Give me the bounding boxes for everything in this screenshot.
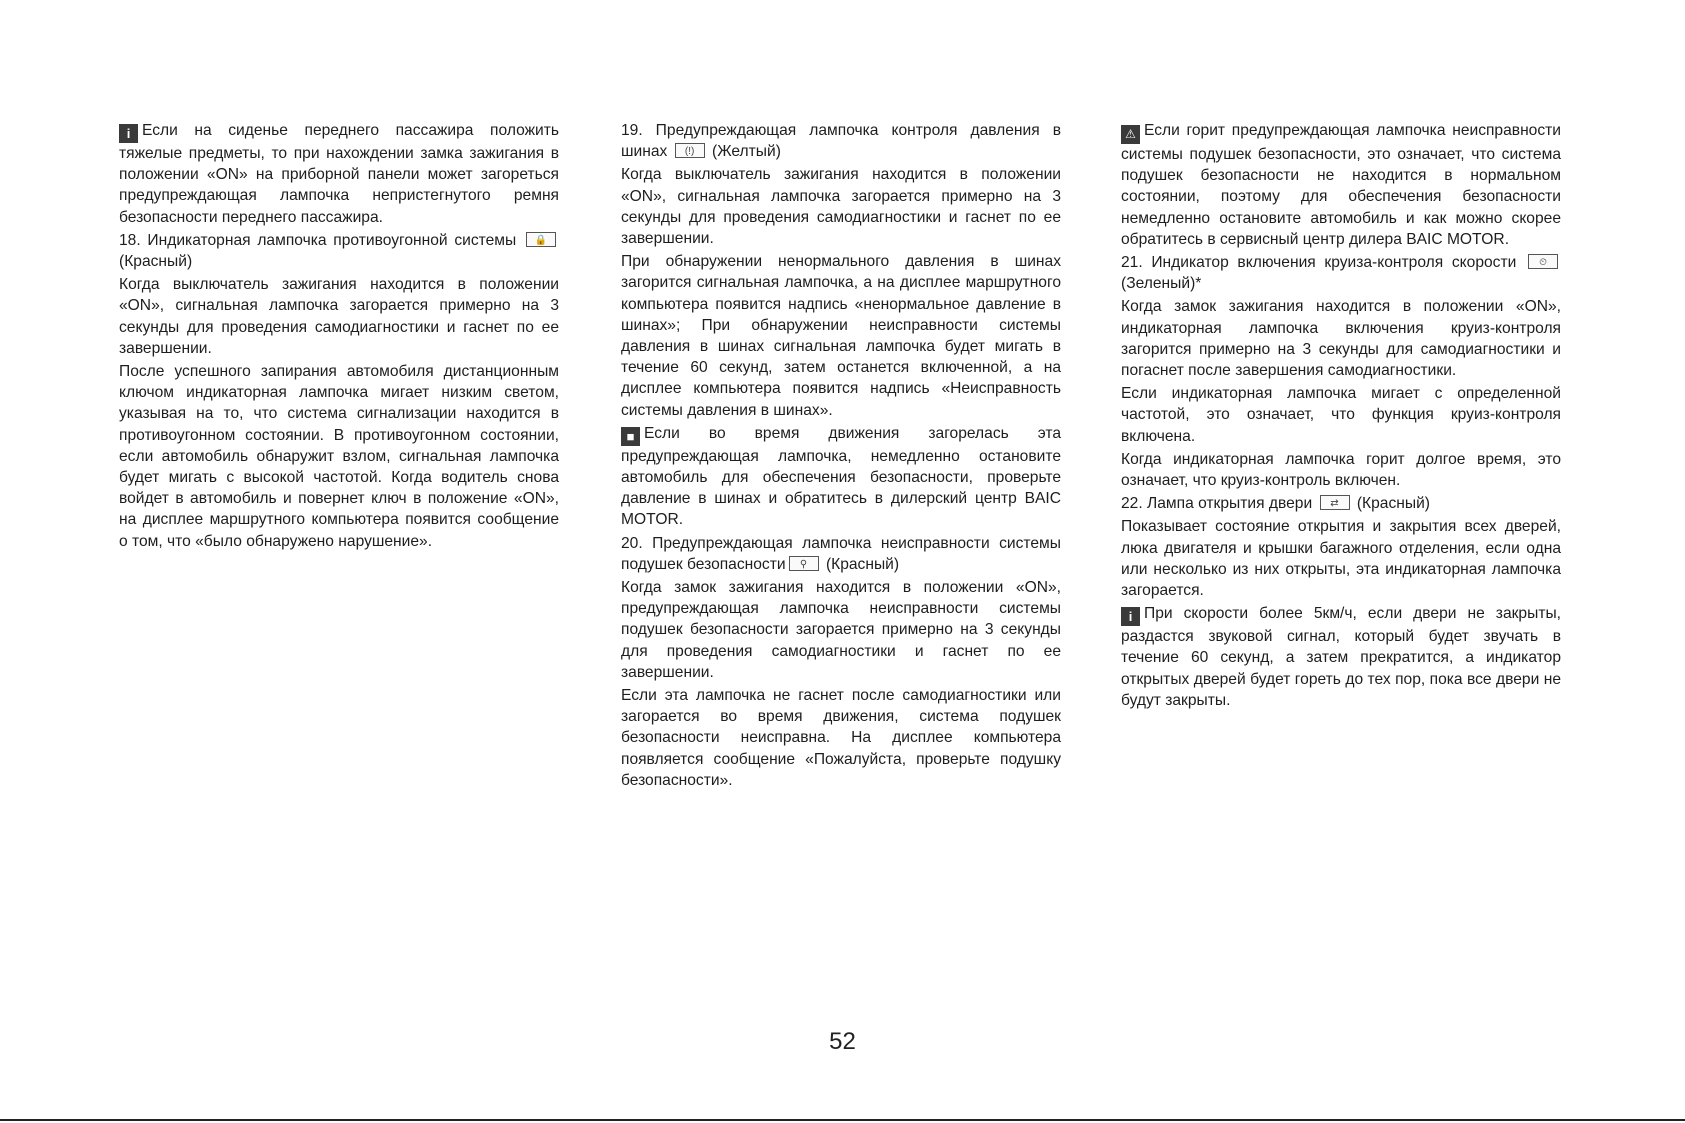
item-18-paragraph-2: После успешного запирания автомобиля дистанционным ключом индикаторная лампочка мигает низким светом, указывая на то, что система сигнализации находится в противоугонном состоянии. В противоугонном состоянии, если автомобиль обнаружит взлом, сигнальная лампочка будет мигать с высокой частотой. Когда водитель снова войдет в автомобиль и повернет ключ в положение «ON», на дисплее маршрутного компьютера появится сообщение о том, что «было обнаружено нарушение». — [119, 363, 559, 550]
info-note-icon: i — [1121, 607, 1140, 626]
item-22-title: 22. Лампа открытия двери — [1121, 495, 1313, 513]
item-21-paragraph-1: Когда замок зажигания находится в положении «ON», индикаторная лампочка включения круиз-контроля загорится примерно на 3 секунды для самодиагностики и погаснет после завершения самодиагностики. — [1121, 298, 1561, 380]
note-paragraph — [119, 120, 559, 228]
column-middle — [621, 120, 1061, 793]
stop-note-icon: ■ — [621, 427, 640, 446]
item-21-heading — [1121, 252, 1561, 294]
info-note-icon: i — [119, 124, 138, 143]
cruise-control-indicator-icon: ⏲ — [1528, 254, 1558, 269]
item-20-color: (Красный) — [825, 555, 900, 573]
item-18-title: 18. Индикаторная лампочка противоугонной системы — [119, 231, 517, 249]
item-18-heading — [119, 230, 559, 272]
warning-note-text: Если горит предупреждающая лампочка неисправности системы подушек безопасности, это означает, что система подушек безопасности не находится в нормальном состоянии, поэтому для обеспечения безопасности немедленно остановите автомобиль и как можно скорее обратитесь в сервисный центр дилера BAIC MOTOR. — [1121, 122, 1561, 248]
item-22-note — [1121, 603, 1561, 711]
item-20-paragraph-2: Если эта лампочка не гаснет после самодиагностики или загорается во время движения, система подушек безопасности неисправна. На дисплее компьютера появляется сообщение «Пожалуйста, проверьте подушку безопасности». — [621, 687, 1061, 789]
note-text: Если на сиденье переднего пассажира положить тяжелые предметы, то при нахождении замка зажигания в положении «ON» на приборной панели может загореться предупреждающая лампочка непристегнутого ремня безопасности переднего пассажира. — [119, 122, 559, 226]
item-19-title: 19. Предупреждающая лампочка контроля давления в шинах — [621, 122, 1061, 161]
item-19-note-text: Если во время движения загорелась эта предупреждающая лампочка, немедленно остановите автомобиль для обеспечения безопасности, проверьте давление в шинах и обратитесь в дилерский центр BAIC MOTOR. — [621, 424, 1061, 529]
door-open-indicator-icon: ⇄ — [1320, 495, 1350, 510]
page-number: 52 — [829, 1028, 856, 1055]
tire-pressure-indicator-icon: (!) — [675, 143, 705, 158]
item-20-heading — [621, 533, 1061, 575]
item-21-paragraph-2: Если индикаторная лампочка мигает с определенной частотой, это означает, что функция круиз-контроля включена. — [1121, 385, 1561, 445]
item-22-heading — [1121, 493, 1561, 514]
item-18-paragraph-1: Когда выключатель зажигания находится в положении «ON», сигнальная лампочка загорается примерно на 3 секунды для проведения самодиагностики и гаснет по ее завершении. — [119, 276, 559, 357]
item-20-title: 20. Предупреждающая лампочка неисправности системы подушек безопасности — [621, 534, 1061, 573]
bottom-divider — [0, 1119, 1685, 1121]
anti-theft-indicator-icon: 🔒 — [526, 232, 556, 247]
item-22-paragraph-1: Показывает состояние открытия и закрытия всех дверей, люка двигателя и крышки багажного отделения, если одна или несколько из них открыты, эта индикаторная лампочка загорается. — [1121, 518, 1561, 600]
item-21-color: (Зеленый)* — [1121, 275, 1202, 293]
warning-note-paragraph — [1121, 120, 1561, 250]
item-22-note-text: При скорости более 5км/ч, если двери не закрыты, раздастся звуковой сигнал, который будет звучать в течение 60 секунд, а затем прекратится, а индикатор открытых дверей будет гореть до тех пор, пока все двери не будут закрыты. — [1121, 605, 1561, 709]
airbag-indicator-icon: ⚲ — [789, 556, 819, 571]
warning-triangle-icon: ⚠ — [1121, 125, 1140, 144]
item-20-paragraph-1: Когда замок зажигания находится в положении «ON», предупреждающая лампочка неисправности системы подушек безопасности загорается примерно на 3 секунды для проведения самодиагностики и гаснет по ее завершении. — [621, 579, 1061, 681]
item-19-paragraph-2: При обнаружении ненормального давления в шинах загорится сигнальная лампочка, а на дисплее маршрутного компьютера появится надпись «ненормальное давление в шинах»; При обнаружении неисправности системы давления в шинах сигнальная лампочка будет мигать в течение 60 секунд, затем останется включенной, а на дисплее компьютера появится надпись «Неисправность системы давления в шинах». — [621, 253, 1061, 419]
item-19-color: (Желтый) — [712, 143, 781, 161]
item-19-heading — [621, 120, 1061, 162]
column-right — [1121, 120, 1561, 713]
item-21-title: 21. Индикатор включения круиза-контроля скорости — [1121, 254, 1517, 272]
item-19-note — [621, 423, 1061, 531]
item-21-paragraph-3: Когда индикаторная лампочка горит долгое время, это означает, что круиз-контроль включен. — [1121, 450, 1561, 490]
item-18-color: (Красный) — [119, 253, 193, 271]
item-19-paragraph-1: Когда выключатель зажигания находится в положении «ON», сигнальная лампочка загорается примерно на 3 секунды для проведения самодиагностики и гаснет по ее завершении. — [621, 166, 1061, 248]
item-22-color: (Красный) — [1356, 495, 1430, 513]
column-left — [119, 120, 559, 554]
